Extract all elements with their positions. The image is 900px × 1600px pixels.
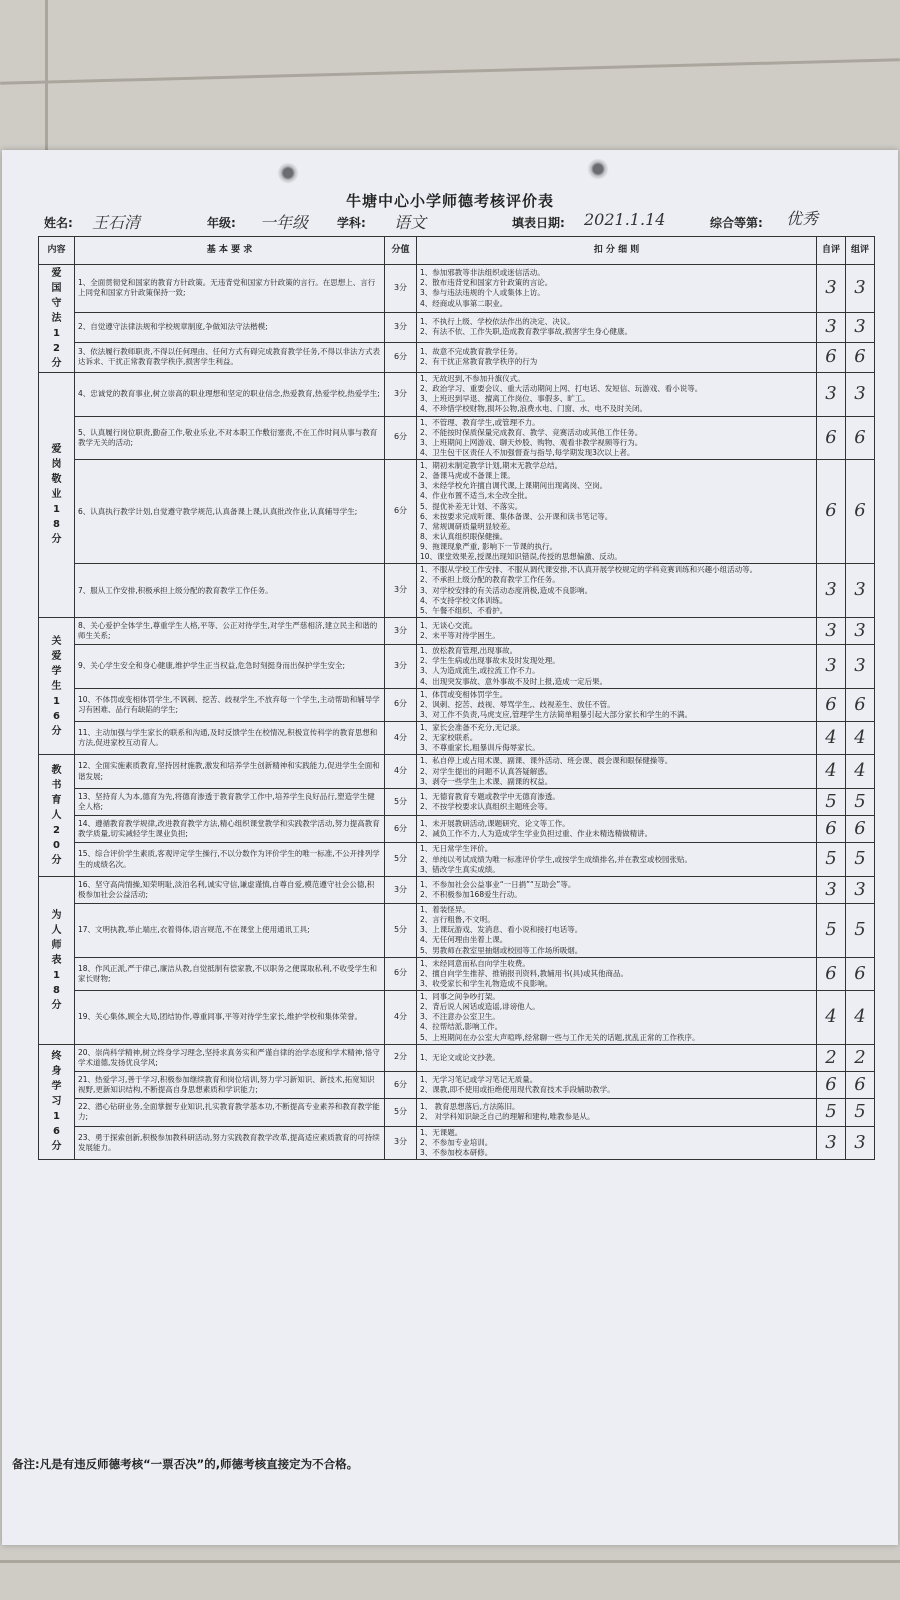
requirement-cell: 9、关心学生安全和身心健康,维护学生正当权益,危急时刻挺身而出保护学生安全; <box>75 645 385 689</box>
date-label: 填表日期: <box>512 216 565 230</box>
deduction-cell <box>417 843 817 876</box>
self-score-cell: 6 <box>817 342 846 372</box>
group-score-cell: 6 <box>846 416 875 460</box>
deduction-item: 2、对学生提出的问题不认真答疑解惑。 <box>420 766 553 776</box>
header-points: 分值 <box>385 237 417 265</box>
deduction-cell <box>417 876 817 903</box>
points-cell: 6分 <box>385 957 417 990</box>
requirement-cell: 7、服从工作安排,积极承担上级分配的教育教学工作任务。 <box>75 564 385 618</box>
self-score-cell: 5 <box>817 788 846 815</box>
points-cell: 2分 <box>385 1044 417 1071</box>
self-score-cell: 3 <box>817 265 846 313</box>
deduction-item: 2、不积极参加168爱生行动。 <box>420 889 522 899</box>
deduction-item: 2、单纯以考试成绩为唯一标准评价学生,或按学生成绩排名,并在教室或校园张贴。 <box>420 854 693 864</box>
group-score-cell: 3 <box>846 1126 875 1159</box>
deduction-item: 1、无德育教育专题或教学中无德育渗透。 <box>420 791 560 801</box>
deduction-item: 4、出现突发事故、意外事故不及时上报,造成一定后果。 <box>420 676 608 686</box>
header-requirement: 基 本 要 求 <box>75 237 385 265</box>
deduction-cell <box>417 312 817 342</box>
name-label: 姓名: <box>44 216 73 230</box>
group-score-cell: 5 <box>846 904 875 958</box>
deduction-cell <box>417 1126 817 1159</box>
table-row <box>39 876 875 903</box>
deduction-item: 2、减负工作不力,人为造成学生学业负担过重、作业未精选精做精讲。 <box>420 829 653 839</box>
group-score-cell: 3 <box>846 564 875 618</box>
points-cell: 6分 <box>385 688 417 721</box>
table-row <box>39 1126 875 1159</box>
points-cell: 4分 <box>385 991 417 1045</box>
requirement-cell: 23、勇于探索创新,积极参加教科研活动,努力实践教育教学改革,提高适应素质教育的可持续发展能力。 <box>75 1126 385 1159</box>
deduction-cell <box>417 788 817 815</box>
deduction-item: 1、私自停上或占用术课、副课、课外活动、班会课、晨会课和眼保健操等。 <box>420 756 673 766</box>
header-content: 内容 <box>39 237 75 265</box>
evaluation-table <box>38 236 875 1160</box>
header-deduction: 扣 分 细 则 <box>417 237 817 265</box>
self-score-cell: 6 <box>817 688 846 721</box>
requirement-cell: 8、关心爱护全体学生,尊重学生人格,平等、公正对待学生,对学生严慈相济,建立民主和谐的师生关系; <box>75 617 385 644</box>
deduction-item: 2、背后说人闲话或造谣,诽谤他人。 <box>420 1002 540 1012</box>
deduction-cell <box>417 722 817 755</box>
self-score-cell: 3 <box>817 373 846 417</box>
self-score-cell: 5 <box>817 843 846 876</box>
group-score-cell: 5 <box>846 843 875 876</box>
group-score-cell: 6 <box>846 342 875 372</box>
table-row <box>39 843 875 876</box>
deduction-cell <box>417 1099 817 1126</box>
self-score-cell: 5 <box>817 1099 846 1126</box>
self-score-cell: 6 <box>817 816 846 843</box>
deduction-item: 2、 对学科知识缺乏自己的理解和建构,唯教参是从。 <box>420 1112 595 1122</box>
points-cell: 6分 <box>385 460 417 564</box>
deduction-cell <box>417 265 817 313</box>
deduction-cell <box>417 991 817 1045</box>
deduction-cell <box>417 460 817 564</box>
group-score-cell: 2 <box>846 1044 875 1071</box>
deduction-item: 1、故意不完成教育教学任务。 <box>420 347 523 357</box>
subject-value: 语文 <box>394 213 427 232</box>
deduction-item: 2、言行粗鲁,不文明。 <box>420 915 495 925</box>
points-cell: 5分 <box>385 1099 417 1126</box>
points-cell: 5分 <box>385 904 417 958</box>
requirement-cell: 13、坚持育人为本,德育为先,将德育渗透于教育教学工作中,培养学生良好品行,塑造学生健全人格; <box>75 788 385 815</box>
group-score-cell: 3 <box>846 617 875 644</box>
deduction-item: 9、拖课现象严重, 影响下一节课的执行。 <box>420 542 558 551</box>
table-row <box>39 373 875 417</box>
table-row <box>39 755 875 788</box>
deduction-item: 3、对工作不负责,马虎支应,管理学生方法简单粗暴引起大部分家长和学生的不满。 <box>420 709 693 719</box>
deduction-cell <box>417 645 817 689</box>
deduction-cell <box>417 617 817 644</box>
self-score-cell: 2 <box>817 1044 846 1071</box>
group-score-cell: 5 <box>846 1099 875 1126</box>
requirement-cell: 16、坚守高尚情操,知荣明耻,淡泊名利,诚实守信,谦虚谨慎,自尊自爱,模范遵守社会公德,积极参加社会公益活动; <box>75 876 385 903</box>
deduction-item: 2、有法不依、工作失职,造成教育教学事故,损害学生身心健康。 <box>420 327 633 337</box>
group-score-cell: 3 <box>846 876 875 903</box>
deduction-cell <box>417 564 817 618</box>
deduction-cell <box>417 957 817 990</box>
group-score-cell: 3 <box>846 645 875 689</box>
deduction-item: 1、无论文或论文抄袭。 <box>420 1052 500 1062</box>
deduction-item: 3、不参加校本研修。 <box>420 1147 493 1157</box>
deduction-item: 1、期初未制定教学计划,期末无教学总结。 <box>420 461 563 470</box>
table-row <box>39 312 875 342</box>
deduction-item: 2、学生生病或出现事故未及时发现处理。 <box>420 656 560 666</box>
group-score-cell: 6 <box>846 1071 875 1098</box>
self-score-cell: 4 <box>817 991 846 1045</box>
requirement-cell: 10、不体罚或变相体罚学生,不讽刺、挖苦、歧视学生,不放弃每一个学生,主动帮助和辅导学习有困难、品行有缺陷的学生; <box>75 688 385 721</box>
deduction-item: 1、同事之间争吵打架。 <box>420 992 500 1002</box>
binder-hole-icon <box>277 162 299 184</box>
deduction-item: 4、经商或从事第二职业。 <box>420 298 508 308</box>
deduction-cell <box>417 342 817 372</box>
self-score-cell: 3 <box>817 1126 846 1159</box>
deduction-item: 4、不支持学校文体训练。 <box>420 595 508 605</box>
self-score-cell: 3 <box>817 564 846 618</box>
deduction-item: 1、着装怪异。 <box>420 905 470 915</box>
self-score-cell: 6 <box>817 957 846 990</box>
category-cell: 终 身 学 习 1 6 分 <box>39 1044 75 1159</box>
requirement-cell: 19、关心集体,顾全大局,团结协作,尊重同事,平等对待学生家长,维护学校和集体荣誉。 <box>75 991 385 1045</box>
requirement-cell: 18、作风正派,严于律己,廉洁从教,自觉抵制有偿家教,不以职务之便谋取私利,不收受学生和家长财物; <box>75 957 385 990</box>
deduction-item: 7、常规调研质量明显较差。 <box>420 521 515 531</box>
group-score-cell: 4 <box>846 755 875 788</box>
deduction-item: 1、无故迟到,不参加升旗仪式。 <box>420 374 525 383</box>
deduction-item: 1、未开展教研活动,课题研究、论文等工作。 <box>420 819 570 829</box>
rank-value: 优秀 <box>786 209 819 228</box>
requirement-cell: 3、依法履行教师职责,不得以任何理由、任何方式有碍完成教育教学任务,不得以非法方式表达诉求、干扰正常教育教学秩序,损害学生利益。 <box>75 342 385 372</box>
category-cell: 教 书 育 人 2 0 分 <box>39 755 75 876</box>
group-score-cell: 6 <box>846 957 875 990</box>
deduction-item: 2、擅自向学生推荐、推销报刊资料,教辅用书(具)或其他商品。 <box>420 968 629 978</box>
table-row <box>39 1071 875 1098</box>
deduction-item: 1、不服从学校工作安排、不服从调代课安排,不认真开展学校规定的学科竞赛训练和兴趣小组活动等。 <box>420 565 758 575</box>
self-score-cell: 4 <box>817 722 846 755</box>
deduction-item: 3、不注意办公室卫生。 <box>420 1012 500 1022</box>
points-cell: 3分 <box>385 265 417 313</box>
rank-label: 综合等第: <box>710 216 763 230</box>
deduction-item: 5、男教师在教室里抽烟或校园等工作场所吸烟。 <box>420 945 583 955</box>
deduction-item: 1、不执行上级、学校依法作出的决定、决议。 <box>420 317 575 327</box>
deduction-item: 3、收受家长和学生礼物造成不良影响。 <box>420 978 553 988</box>
category-cell: 为 人 师 表 1 8 分 <box>39 876 75 1044</box>
deduction-item: 4、无任何理由坐着上课。 <box>420 935 508 945</box>
self-score-cell: 6 <box>817 460 846 564</box>
deduction-item: 4、拉帮结派,影响工作。 <box>420 1022 503 1032</box>
deduction-item: 3、错改学生真实成绩。 <box>420 864 500 874</box>
group-score-cell: 4 <box>846 991 875 1045</box>
points-cell: 4分 <box>385 722 417 755</box>
header-group-score: 组评 <box>846 237 875 265</box>
deduction-item: 2、不承担上级分配的教育教学工作任务。 <box>420 575 560 585</box>
table-row <box>39 265 875 313</box>
deduction-cell <box>417 1071 817 1098</box>
deduction-item: 1、不管理、教育学生,或管理不力。 <box>420 417 540 427</box>
floor-tile-line <box>0 58 900 85</box>
deduction-cell <box>417 755 817 788</box>
table-row <box>39 1099 875 1126</box>
points-cell: 3分 <box>385 876 417 903</box>
table-row <box>39 416 875 460</box>
footer-note: 备注:凡是有违反师德考核“一票否决”的,师德考核直接定为不合格。 <box>12 1457 359 1471</box>
deduction-item: 10、课堂效果差,授课出现知识错误,传授的思想偏激、反动。 <box>420 552 622 562</box>
self-score-cell: 5 <box>817 904 846 958</box>
deduction-item: 1、家长会准备不充分,无记录。 <box>420 723 525 733</box>
binder-hole-icon <box>587 158 609 180</box>
name-value: 王石清 <box>92 213 141 232</box>
deduction-item: 4、作业布置不适当,未全改全批。 <box>420 491 533 501</box>
date-value: 2021.1.14 <box>584 210 666 229</box>
requirement-cell: 17、文明执教,举止端庄,衣着得体,语言规范,不在课堂上使用通讯工具; <box>75 904 385 958</box>
deduction-item: 6、未按要求完成听课、集体备课、公开课和读书笔记等。 <box>420 511 613 521</box>
deduction-item: 1、 教育思想落后,方法陈旧。 <box>420 1102 520 1112</box>
points-cell: 3分 <box>385 564 417 618</box>
deduction-item: 2、讽刺、挖苦、歧视、辱骂学生,、歧视差生、放任不管。 <box>420 699 615 709</box>
self-score-cell: 4 <box>817 755 846 788</box>
points-cell: 3分 <box>385 312 417 342</box>
group-score-cell: 6 <box>846 460 875 564</box>
grade-value: 一年级 <box>260 213 309 232</box>
deduction-item: 3、不尊重家长,粗暴训斥侮辱家长。 <box>420 743 540 753</box>
category-cell: 爱 国 守 法 1 2 分 <box>39 265 75 373</box>
requirement-cell: 11、主动加强与学生家长的联系和沟通,及时反馈学生在校情况,积极宣传科学的教育思想和方法,促进家校互动育人。 <box>75 722 385 755</box>
points-cell: 4分 <box>385 755 417 788</box>
deduction-item: 1、未经同意而私自向学生收费。 <box>420 958 530 968</box>
deduction-cell <box>417 688 817 721</box>
deduction-item: 3、对学校安排的有关活动态度消极,造成不良影响。 <box>420 585 593 595</box>
deduction-cell <box>417 416 817 460</box>
requirement-cell: 15、综合评价学生素质,客观评定学生操行,不以分数作为评价学生的唯一标准,不公开排列学生的成绩名次。 <box>75 843 385 876</box>
requirement-cell: 5、认真履行岗位职责,勤奋工作,敬业乐业,不对本职工作敷衍塞责,不在工作时间从事与教育教学无关的活动; <box>75 416 385 460</box>
points-cell: 6分 <box>385 416 417 460</box>
points-cell: 3分 <box>385 645 417 689</box>
group-score-cell: 3 <box>846 312 875 342</box>
grade-label: 年级: <box>207 216 236 230</box>
deduction-item: 2、不按学校要求认真组织主题班会等。 <box>420 801 553 811</box>
deduction-cell <box>417 816 817 843</box>
requirement-cell: 20、崇尚科学精神,树立终身学习理念,坚持求真务实和严谨自律的治学态度和学术精神,恪守学术道德,发扬优良学风; <box>75 1044 385 1071</box>
deduction-item: 3、上课玩游戏、发消息、看小说和接打电话等。 <box>420 925 583 935</box>
requirement-cell: 4、忠诚党的教育事业,树立崇高的职业理想和坚定的职业信念,热爱教育,热爱学校,热爱学生; <box>75 373 385 417</box>
group-score-cell: 3 <box>846 373 875 417</box>
table-row <box>39 645 875 689</box>
deduction-item: 2、不参加专业培训。 <box>420 1137 493 1147</box>
points-cell: 3分 <box>385 617 417 644</box>
table-row <box>39 1044 875 1071</box>
table-row <box>39 904 875 958</box>
deduction-item: 1、无学习笔记或学习笔记无质量。 <box>420 1075 538 1084</box>
deduction-item: 4、不珍惜学校财物,损坏公物,浪费水电、门窗、水、电不及时关闭。 <box>420 404 648 414</box>
deduction-item: 5、上班期间在办公室大声喧哗,经常聊一些与工作无关的话题,扰乱正常的工作秩序。 <box>420 1032 700 1042</box>
deduction-item: 2、未平等对待学困生。 <box>420 631 500 641</box>
deduction-item: 1、无课题。 <box>420 1127 463 1137</box>
table-row <box>39 564 875 618</box>
table-row <box>39 957 875 990</box>
table-row <box>39 460 875 564</box>
table-row <box>39 617 875 644</box>
deduction-cell <box>417 904 817 958</box>
deduction-item: 3、剥夺一些学生上术课、副课的权益。 <box>420 776 553 786</box>
self-score-cell: 6 <box>817 1071 846 1098</box>
deduction-item: 3、上班期间上网游戏、聊天炒股、购物、观看非教学视频等行为。 <box>420 437 643 447</box>
deduction-item: 1、放松教育管理,出现事故。 <box>420 646 518 656</box>
deduction-item: 1、无谈心交流。 <box>420 620 478 630</box>
requirement-cell: 2、自觉遵守法律法规和学校规章制度,争做知法守法楷模; <box>75 312 385 342</box>
points-cell: 3分 <box>385 373 417 417</box>
group-score-cell: 4 <box>846 722 875 755</box>
deduction-item: 1、体罚或变相体罚学生。 <box>420 689 508 699</box>
deduction-cell <box>417 373 817 417</box>
requirement-cell: 1、全面贯彻党和国家的教育方针政策。无违背党和国家方针政策的言行。在思想上、言行上同党和国家方针政策保持一致; <box>75 265 385 313</box>
deduction-item: 3、人为造成流生,或拉流工作不力。 <box>420 666 540 676</box>
deduction-item: 2、有干扰正常教育教学秩序的行为 <box>420 357 538 367</box>
requirement-cell: 22、潜心钻研业务,全面掌握专业知识,扎实教育教学基本功,不断提高专业素养和教育教学能力; <box>75 1099 385 1126</box>
deduction-item: 2、不能按时保质保量完成教育、教学、竞赛活动或其他工作任务。 <box>420 427 643 437</box>
points-cell: 6分 <box>385 342 417 372</box>
self-score-cell: 3 <box>817 645 846 689</box>
self-score-cell: 3 <box>817 876 846 903</box>
form-title: 牛塘中心小学师德考核评价表 <box>345 192 554 210</box>
deduction-item: 2、备课马虎或不备课上课。 <box>420 471 515 481</box>
points-cell: 3分 <box>385 1126 417 1159</box>
group-score-cell: 3 <box>846 265 875 313</box>
deduction-cell <box>417 1044 817 1071</box>
deduction-item: 5、提优补差无计划、不落实。 <box>420 501 523 511</box>
table-row <box>39 816 875 843</box>
deduction-item: 2、无家校联系。 <box>420 733 478 743</box>
table-row <box>39 722 875 755</box>
floor-tile-line <box>0 1560 900 1563</box>
points-cell: 6分 <box>385 816 417 843</box>
header-self-score: 自评 <box>817 237 846 265</box>
requirement-cell: 12、全面实施素质教育,坚持因材施教,激发和培养学生创新精神和实践能力,促进学生全面和谐发展; <box>75 755 385 788</box>
group-score-cell: 6 <box>846 688 875 721</box>
category-cell: 关 爱 学 生 1 6 分 <box>39 617 75 755</box>
deduction-item: 3、上班迟到早退、擅离工作岗位、事假多、旷工。 <box>420 394 590 404</box>
group-score-cell: 5 <box>846 788 875 815</box>
category-cell: 爱 岗 敬 业 1 8 分 <box>39 373 75 618</box>
evaluation-form-sheet <box>2 150 898 1545</box>
table-row <box>39 788 875 815</box>
table-row <box>39 688 875 721</box>
floor-tile-line <box>45 0 48 150</box>
requirement-cell: 14、遵循教育教学规律,改进教育教学方法,精心组织课堂教学和实践教学活动,努力提高教育教学质量,切实减轻学生课业负担; <box>75 816 385 843</box>
self-score-cell: 3 <box>817 312 846 342</box>
requirement-cell: 6、认真执行教学计划,自觉遵守教学规范,认真备课上课,认真批改作业,认真辅导学生; <box>75 460 385 564</box>
self-score-cell: 3 <box>817 617 846 644</box>
requirement-cell: 21、热爱学习,善于学习,积极参加继续教育和岗位培训,努力学习新知识、新技术,拓宽知识视野,更新知识结构,不断提高自身思想素质和学识能力; <box>75 1071 385 1098</box>
deduction-item: 5、午餐不组织、不看护。 <box>420 605 508 615</box>
points-cell: 6分 <box>385 1071 417 1098</box>
deduction-item: 2、课教,即不使用或拒绝使用现代教育技术手段辅助教学。 <box>420 1085 615 1095</box>
deduction-item: 2、政治学习、重要会议、重大活动期间上网、打电话、发短信、玩游戏、看小说等。 <box>420 384 703 394</box>
table-row <box>39 991 875 1045</box>
group-score-cell: 6 <box>846 816 875 843</box>
deduction-item: 2、散布违背党和国家方针政策的言论。 <box>420 278 553 288</box>
table-row <box>39 342 875 372</box>
deduction-item: 3、参与违法违规的个人或集体上访。 <box>420 288 545 298</box>
points-cell: 5分 <box>385 788 417 815</box>
deduction-item: 8、未认真组织眼保健操。 <box>420 531 508 541</box>
points-cell: 5分 <box>385 843 417 876</box>
deduction-item: 1、不参加社会公益事业“一日捐”“互助会”等。 <box>420 879 576 889</box>
subject-label: 学科: <box>337 216 366 230</box>
deduction-item: 4、卫生包干区责任人不加强督查与指导,每学期发现3次以上者。 <box>420 447 635 457</box>
self-score-cell: 6 <box>817 416 846 460</box>
deduction-item: 1、参加邪教等非法组织或迷信活动。 <box>420 268 545 278</box>
deduction-item: 1、无日常学生评价。 <box>420 844 493 854</box>
deduction-item: 3、未经学校允许擅自调代课,上课期间出现离岗、空岗。 <box>420 481 608 491</box>
